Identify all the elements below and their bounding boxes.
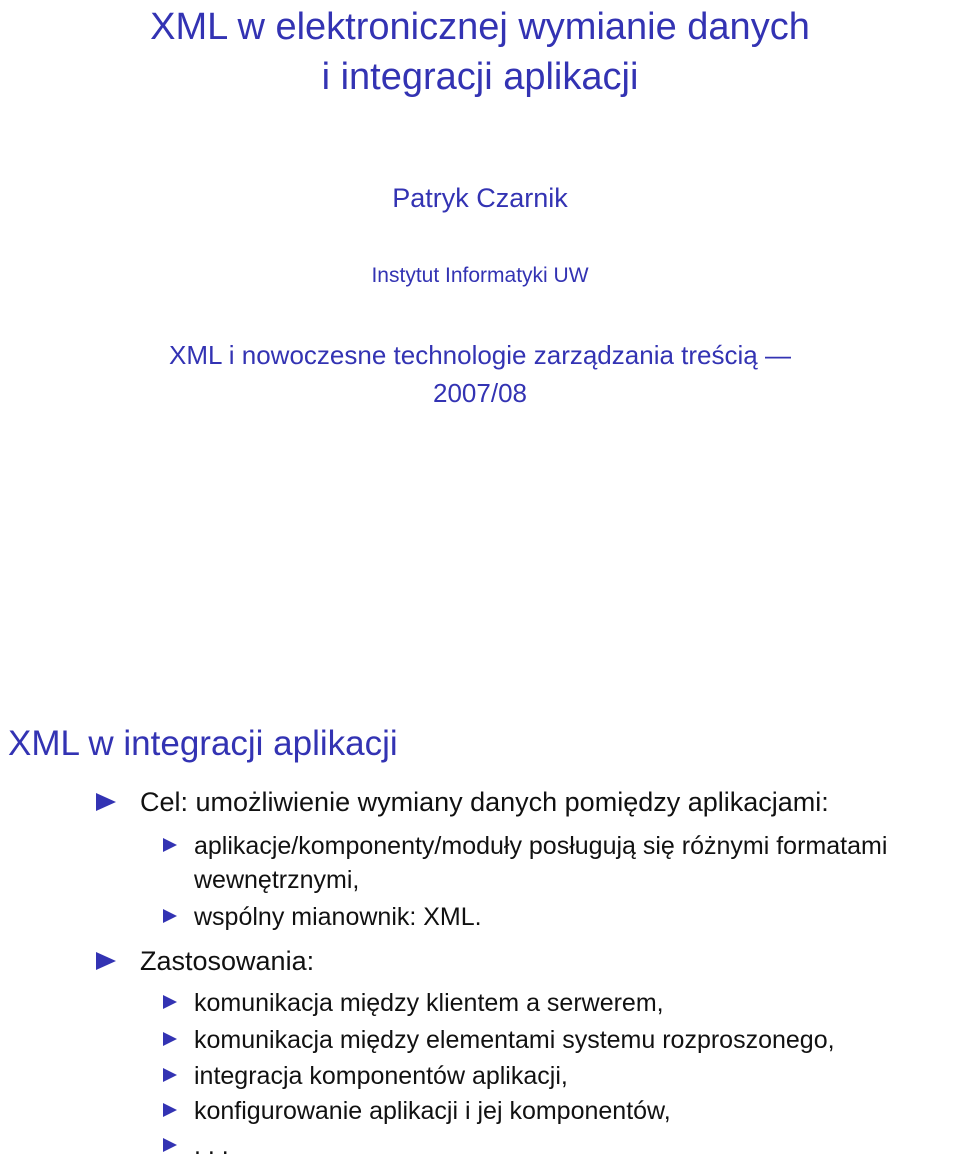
bullet-text: Zastosowania: — [140, 946, 315, 976]
sub-bullet-triangle-icon — [163, 1103, 177, 1117]
bullet-triangle-icon — [96, 952, 116, 970]
sub-bullet-triangle-icon — [163, 1068, 177, 1082]
sub-bullet-text: . . . — [194, 1132, 229, 1160]
course-line-2: 2007/08 — [433, 378, 527, 408]
author-name: Patryk Czarnik — [392, 183, 568, 213]
title-line-2: i integracji aplikacji — [321, 56, 639, 98]
sub-bullet-item — [163, 1023, 934, 1057]
sub-bullet-text: integracja komponentów aplikacji, — [194, 1062, 568, 1090]
bullet-item-applications — [96, 945, 314, 978]
sub-bullet-text: wspólny mianownik: XML. — [194, 903, 482, 931]
course-line-1: XML i nowoczesne technologie zarządzania treścią — — [169, 340, 791, 370]
sub-bullet-text: komunikacja między elementami systemu rozproszonego, — [194, 1026, 835, 1054]
title-line-1: XML w elektronicznej wymianie danych — [150, 6, 810, 48]
sub-bullet-item — [163, 900, 934, 934]
bullet-text: Cel: umożliwienie wymiany danych pomiędzy aplikacjami: — [140, 787, 829, 817]
institute-name: Instytut Informatyki UW — [371, 264, 589, 287]
presentation-title — [0, 2, 960, 102]
sub-bullet-triangle-icon — [163, 909, 177, 923]
sub-bullet-text: komunikacja między klientem a serwerem, — [194, 989, 664, 1017]
sub-bullet-triangle-icon — [163, 995, 177, 1009]
sub-bullet-item — [163, 1129, 934, 1163]
sub-bullet-item — [163, 986, 934, 1020]
sub-bullet-text: aplikacje/komponenty/moduły posługują się różnymi formatami wewnętrznymi, — [194, 832, 888, 894]
sub-bullet-triangle-icon — [163, 838, 177, 852]
sub-bullet-item — [163, 1094, 934, 1128]
sub-bullet-item — [163, 1059, 934, 1093]
bullet-triangle-icon — [96, 793, 116, 811]
course-info — [0, 336, 960, 412]
sub-bullet-triangle-icon — [163, 1138, 177, 1152]
frame-title: XML w integracji aplikacji — [8, 724, 398, 763]
sub-bullet-item — [163, 829, 934, 897]
sub-bullet-triangle-icon — [163, 1032, 177, 1046]
sub-bullet-text: konfigurowanie aplikacji i jej komponentów, — [194, 1097, 671, 1125]
bullet-item-goal — [96, 786, 829, 819]
